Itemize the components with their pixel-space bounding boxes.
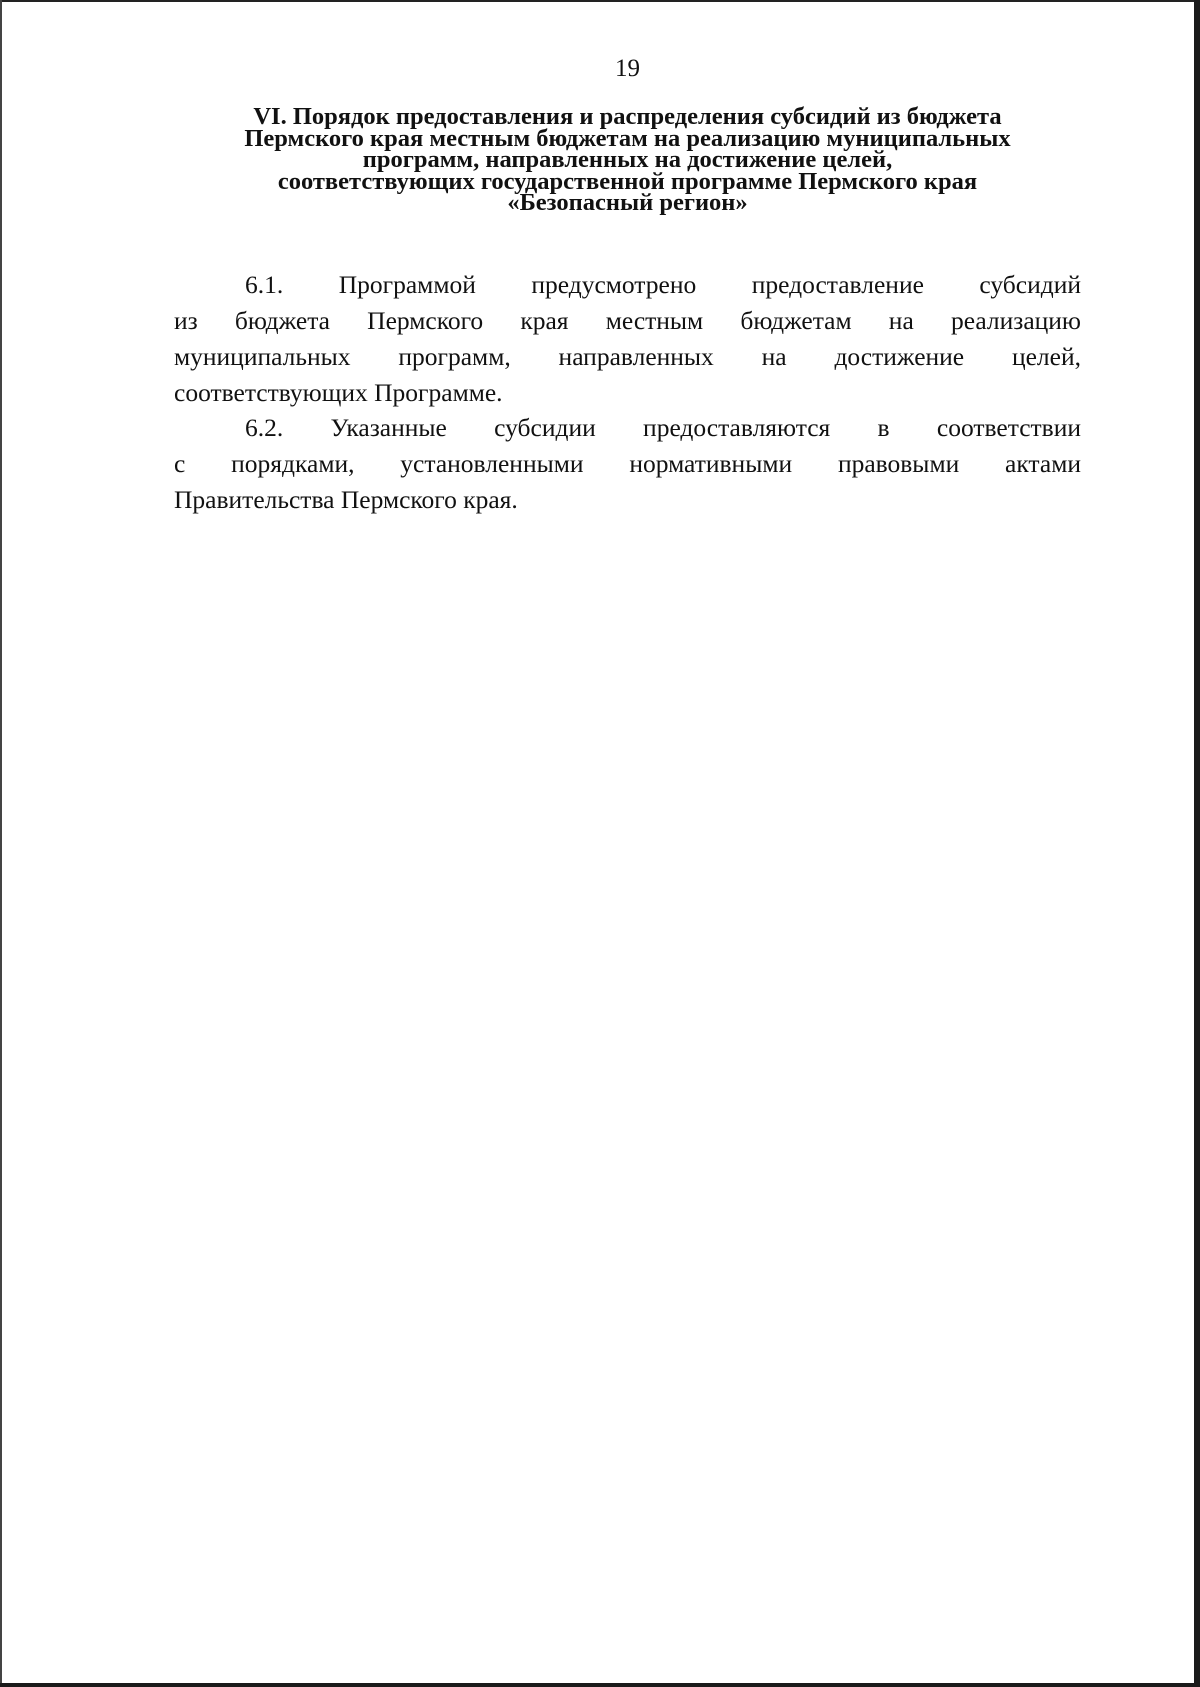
scan-edge-right bbox=[1194, 0, 1200, 1687]
scan-edge-top bbox=[0, 0, 1200, 2]
section-heading bbox=[160, 103, 1095, 216]
paragraph-line: соответствующих Программе. bbox=[174, 378, 503, 407]
heading-line: «Безопасный регион» bbox=[507, 189, 748, 216]
paragraph-line: с порядками, установленными нормативными правовыми актами bbox=[174, 449, 1081, 478]
heading-line: соответствующих государственной программе Пермского края bbox=[277, 167, 978, 195]
page-number: 19 bbox=[615, 55, 640, 82]
paragraph-line: 6.2. Указанные субсидии предоставляются в соответствии bbox=[245, 413, 1081, 442]
paragraph-6-2 bbox=[174, 410, 1081, 518]
scan-edge-bottom bbox=[0, 1683, 1200, 1687]
heading-line: программ, направленных на достижение целей, bbox=[362, 146, 893, 173]
paragraph-6-1 bbox=[174, 267, 1081, 411]
paragraph-line: 6.1. Программой предусмотрено предоставление субсидий bbox=[245, 270, 1081, 299]
scan-edge-left bbox=[0, 0, 2, 1687]
heading-line: Пермского края местным бюджетам на реализацию муниципальных bbox=[244, 124, 1011, 152]
paragraph-line: из бюджета Пермского края местным бюджетам на реализацию bbox=[174, 306, 1081, 335]
paragraph-line: муниципальных программ, направленных на достижение целей, bbox=[174, 342, 1081, 371]
heading-line: VI. Порядок предоставления и распределения субсидий из бюджета bbox=[253, 103, 1002, 130]
paragraph-line: Правительства Пермского края. bbox=[174, 485, 518, 514]
